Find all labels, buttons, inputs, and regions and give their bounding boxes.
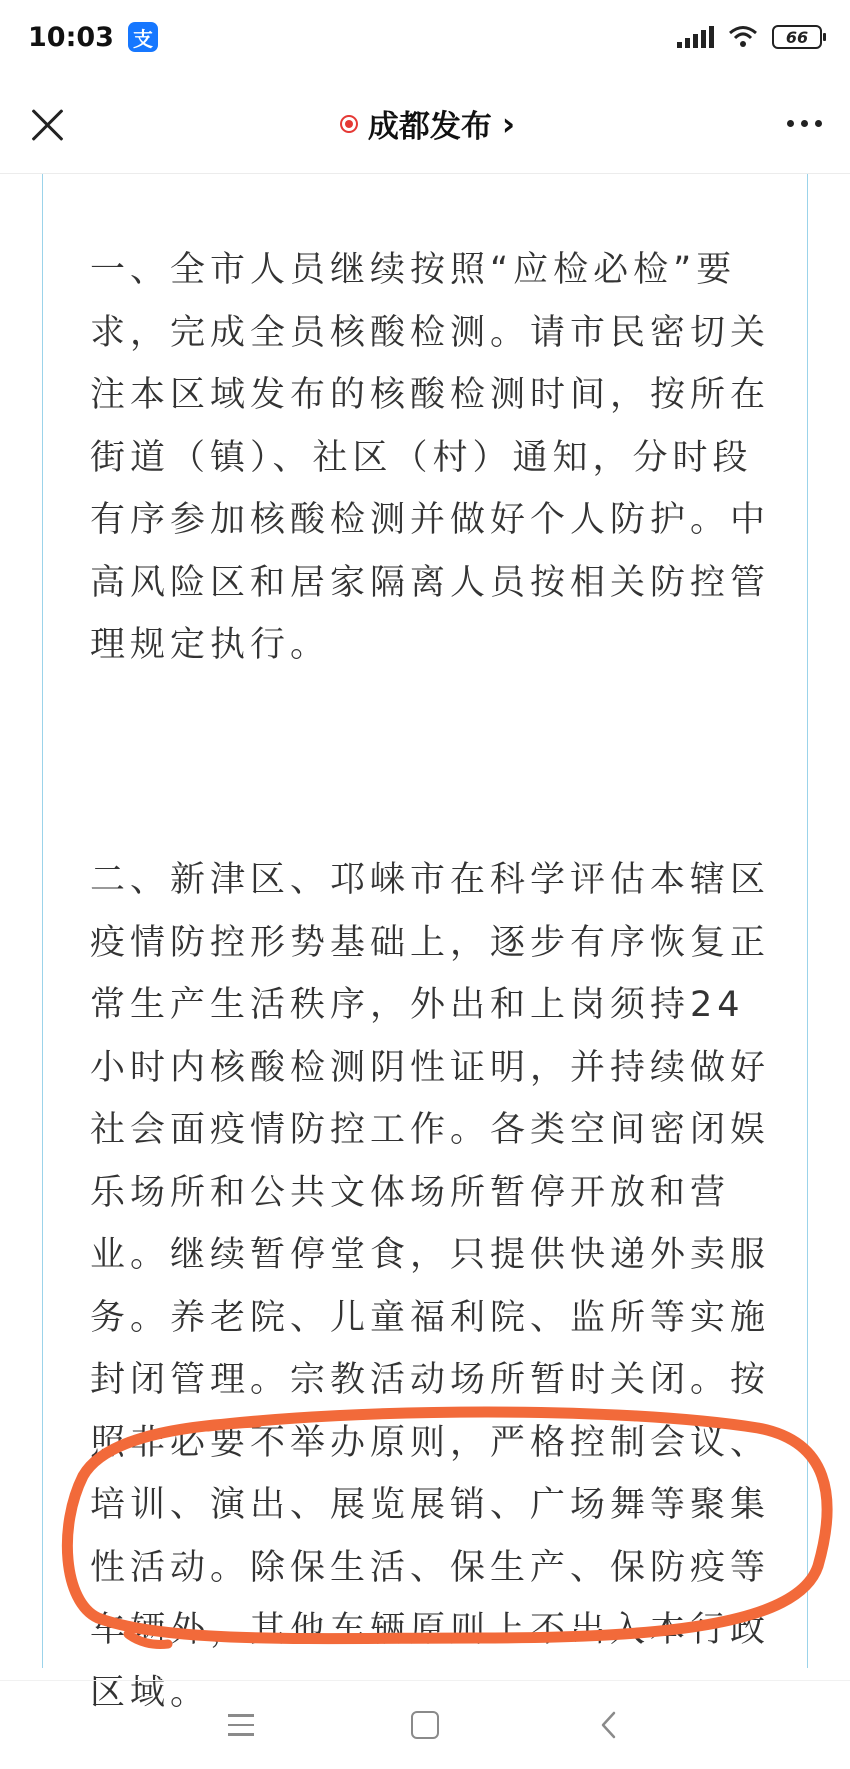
article-paragraph-1: 一、全市人员继续按照“应检必检”要求，完成全员核酸检测。请市民密切关注本区域发布的核酸检测时间，按所在街道（镇）、社区（村）通知，分时段有序参加核酸检测并做好个人防护。中高风险区和居家隔离人员按相关防控管理规定执行。 — [90, 250, 771, 665]
alipay-icon: 支 — [128, 22, 158, 52]
article-paragraph-2: 二、新津区、邛崃市在科学评估本辖区疫情防控形势基础上，逐步有序恢复正常生产生活秩序，外出和上岗须持24小时内核酸检测阴性证明，并持续做好社会面疫情防控工作。各类空间密闭娱乐场所和公共文体场所暂停开放和营业。继续暂停堂食，只提供快递外卖服务。养老院、儿童福利院、监所等实施封闭管理。宗教活动场所暂时关闭。按照非必要不举办原则，严格控制会议、培训、演出、展览展销、广场舞等聚集性活动。除保生活、保生产、保防疫等车辆外，其他车辆原则上不出入本行政区域。 — [90, 860, 771, 1713]
account-title[interactable] — [340, 101, 515, 146]
status-time: 10:03 — [28, 21, 114, 53]
article-content — [42, 174, 808, 1713]
system-nav-bar — [0, 1680, 850, 1769]
wifi-icon — [728, 25, 758, 49]
account-dot-icon — [340, 115, 358, 133]
more-icon[interactable] — [787, 110, 822, 137]
close-icon[interactable] — [28, 104, 68, 144]
status-left — [28, 22, 158, 53]
nav-bar — [0, 74, 850, 174]
chevron-right-icon: › — [501, 104, 516, 143]
status-bar — [0, 0, 850, 74]
status-right — [677, 25, 822, 49]
home-icon[interactable] — [411, 1711, 439, 1739]
battery-icon: 66 — [772, 25, 822, 49]
account-name: 成都发布 — [367, 109, 492, 145]
menu-icon[interactable] — [228, 1714, 254, 1736]
back-icon[interactable] — [596, 1710, 622, 1740]
signal-icon — [677, 26, 714, 48]
